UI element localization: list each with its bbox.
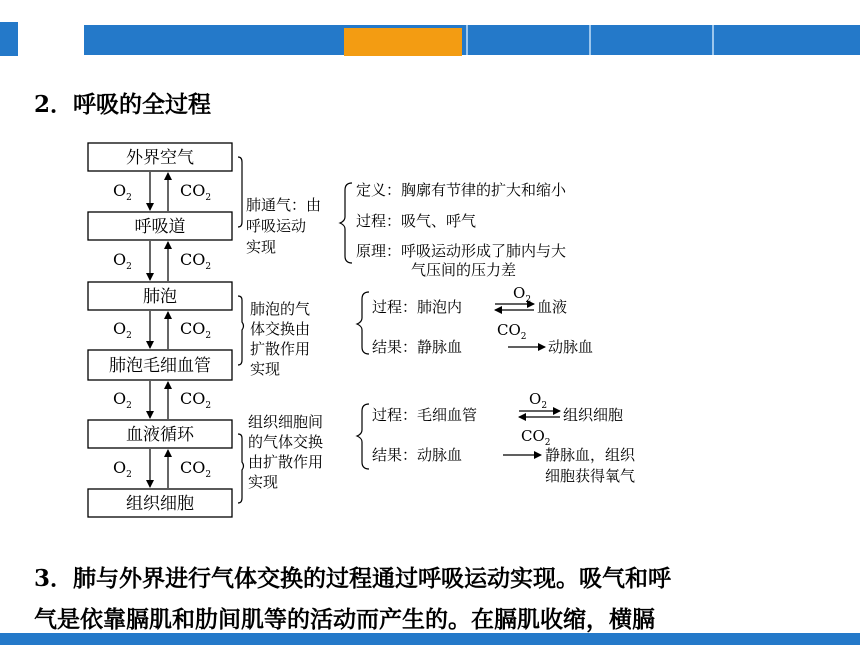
stage1-principle: 原理：呼吸运动形成了肺内与大 <box>356 242 567 260</box>
bracket-stage3 <box>238 434 244 503</box>
co2-label: $CO_2$ <box>180 319 212 341</box>
box-label: 外界空气 <box>126 148 194 168</box>
stage3-label: 的气体交换 <box>248 433 324 451</box>
box-label: 肺泡毛细血管 <box>109 356 211 376</box>
stage3-label: 实现 <box>248 473 279 491</box>
stage1-label: 实现 <box>246 238 277 256</box>
bracket-stage2 <box>238 296 244 365</box>
stage2-o2: $O_2$ <box>513 284 532 305</box>
stage3-process: 过程：毛细血管 <box>372 406 478 424</box>
footer-bar <box>0 633 860 645</box>
stage1-principle: 气压间的压力差 <box>411 261 517 279</box>
stage2-result: 结果：静脉血 <box>372 338 463 356</box>
stage3-result-end: 细胞获得氧气 <box>545 467 636 485</box>
stage2-co2: $CO_2$ <box>497 321 527 342</box>
paragraph-line: 气是依靠膈肌和肋间肌等的活动而产生的。在膈肌收缩，横膈 <box>34 606 655 633</box>
box-label: 肺泡 <box>143 287 177 307</box>
section3-paragraph <box>34 558 844 640</box>
stage2-label: 扩散作用 <box>250 340 311 358</box>
stage1-label: 肺通气：由 <box>246 196 322 214</box>
stage3-co2: $CO_2$ <box>521 427 551 448</box>
stage3-result: 结果：动脉血 <box>372 446 463 464</box>
stage3-label: 由扩散作用 <box>248 453 324 471</box>
o2-label: $O_2$ <box>113 250 132 272</box>
box-label: 呼吸道 <box>134 217 186 237</box>
box-label: 组织细胞 <box>126 494 194 514</box>
stage2-process: 过程：肺泡内 <box>372 298 463 316</box>
stage3-label: 组织细胞间 <box>248 413 324 431</box>
o2-label: $O_2$ <box>113 389 132 411</box>
stage2-label: 实现 <box>250 360 281 378</box>
box-label: 血液循环 <box>126 425 194 445</box>
stage2-result-end: 动脉血 <box>548 338 594 356</box>
co2-label: $CO_2$ <box>180 181 212 203</box>
stage3-o2: $O_2$ <box>529 390 548 411</box>
co2-label: $CO_2$ <box>180 458 212 480</box>
co2-label: $CO_2$ <box>180 389 212 411</box>
o2-label: $O_2$ <box>113 319 132 341</box>
stage1-process: 过程：吸气、呼气 <box>356 212 477 230</box>
stage1-label: 呼吸运动 <box>246 217 307 235</box>
co2-label: $CO_2$ <box>180 250 212 272</box>
stage2-label: 肺泡的气 <box>250 300 311 318</box>
paragraph-line: 3．肺与外界进行气体交换的过程通过呼吸运动实现。吸气和呼 <box>34 565 672 592</box>
brace-stage3 <box>357 404 369 469</box>
section-heading: 2．呼吸的全过程 <box>34 91 212 118</box>
brace-stage1 <box>340 183 352 263</box>
bracket-stage1 <box>238 157 242 227</box>
stage1-definition: 定义：胸廓有节律的扩大和缩小 <box>356 181 567 199</box>
brace-stage2 <box>357 292 369 354</box>
stage3-process-end: 组织细胞 <box>563 406 624 424</box>
stage2-label: 体交换由 <box>250 320 311 338</box>
o2-label: $O_2$ <box>113 181 132 203</box>
stage2-process-end: 血液 <box>537 298 568 316</box>
o2-label: $O_2$ <box>113 458 132 480</box>
stage3-result-end: 静脉血，组织 <box>545 446 636 464</box>
